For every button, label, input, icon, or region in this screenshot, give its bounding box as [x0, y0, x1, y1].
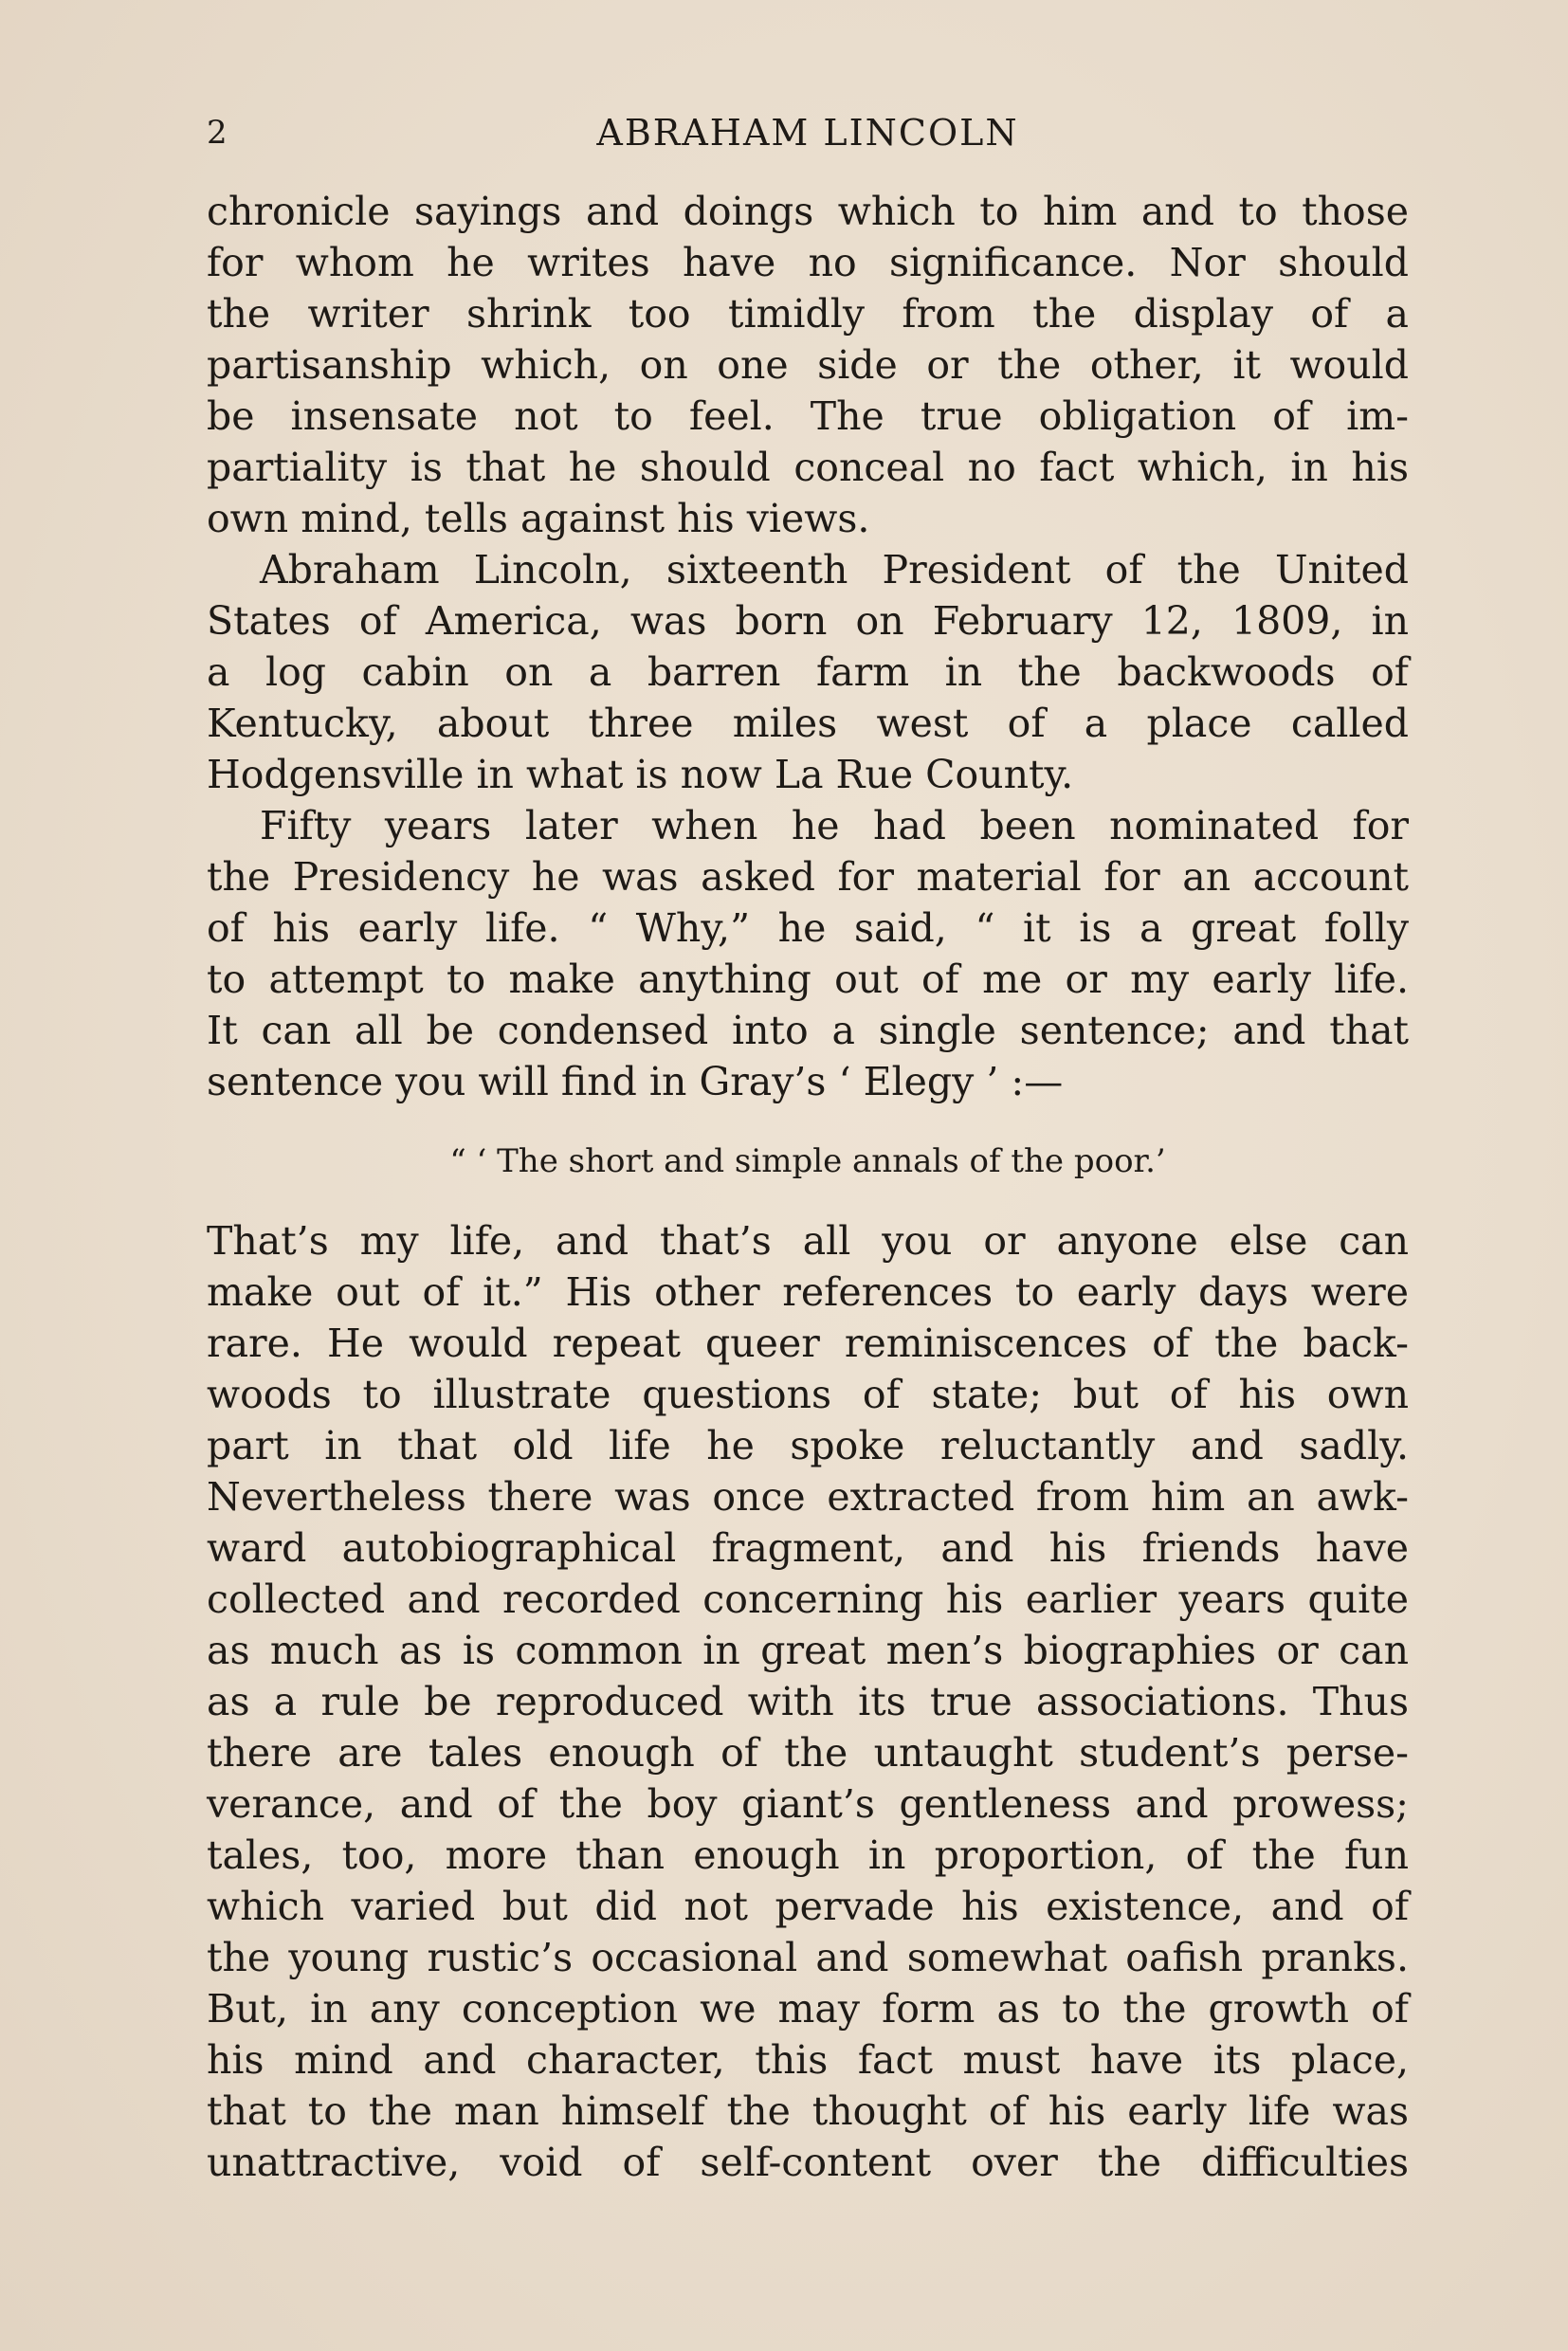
text-line: States of America, was born on February 12, 1809, in [207, 598, 1409, 644]
text-line: partisanship which, on one side or the other, it would [207, 342, 1409, 388]
paragraph-4 [207, 1215, 1409, 2188]
text-line: Kentucky, about three miles west of a place called [207, 701, 1409, 746]
page-number: 2 [207, 114, 228, 152]
text-line: there are tales enough of the untaught student’s perse- [207, 1730, 1409, 1776]
page-header [207, 104, 1409, 161]
text-line: to attempt to make anything out of me or my early life. [207, 957, 1409, 1002]
paragraph-3 [207, 800, 1409, 1107]
text-line: a log cabin on a barren farm in the backwoods of [207, 649, 1409, 695]
text-line: be insensate not to feel. The true obligation of im- [207, 393, 1409, 439]
text-line: But, in any conception we may form as to the growth of [207, 1986, 1409, 2032]
text-line: unattractive, void of self-content over the difficulties [207, 2140, 1409, 2185]
block-quote: “ ‘ The short and simple annals of the poor.’ [449, 1142, 1166, 1180]
text-line: sentence you will find in Gray’s ‘ Elegy ’ :— [207, 1059, 1064, 1104]
text-line: of his early life. “ Why,” he said, “ it is a great folly [207, 905, 1409, 951]
paragraph-1 [207, 186, 1409, 544]
text-line: the Presidency he was asked for material for an account [207, 854, 1409, 900]
text-line: Nevertheless there was once extracted from him an awk- [207, 1474, 1409, 1520]
text-line: his mind and character, this fact must have its place, [207, 2037, 1409, 2083]
text-line: own mind, tells against his views. [207, 496, 870, 541]
text-line: rare. He would repeat queer reminiscences of the back- [207, 1321, 1409, 1366]
text-line: that to the man himself the thought of his early life was [207, 2088, 1409, 2134]
text-line: verance, and of the boy giant’s gentleness and prowess; [207, 1781, 1409, 1827]
text-line: the writer shrink too timidly from the display of a [207, 291, 1409, 337]
body-text [207, 186, 1409, 2188]
text-line: as a rule be reproduced with its true associations. Thus [207, 1679, 1409, 1724]
text-line: as much as is common in great men’s biographies or can [207, 1628, 1409, 1673]
text-line: chronicle sayings and doings which to him and to those [207, 189, 1409, 234]
text-line: the young rustic’s occasional and somewhat oafish pranks. [207, 1935, 1409, 1980]
text-line: collected and recorded concerning his earlier years quite [207, 1576, 1409, 1622]
text-line: ward autobiographical fragment, and his friends have [207, 1525, 1409, 1571]
running-title: ABRAHAM LINCOLN [596, 112, 1019, 154]
text-line: woods to illustrate questions of state; but of his own [207, 1372, 1409, 1417]
text-line: which varied but did not pervade his existence, and of [207, 1884, 1409, 1929]
paragraph-2 [207, 544, 1409, 800]
text-line: Fifty years later when he had been nominated for [260, 803, 1409, 848]
text-line: That’s my life, and that’s all you or anyone else can [207, 1218, 1409, 1264]
text-line: part in that old life he spoke reluctantly and sadly. [207, 1423, 1409, 1468]
text-line: Hodgensville in what is now La Rue County. [207, 752, 1074, 797]
text-line: It can all be condensed into a single sentence; and that [207, 1008, 1409, 1053]
text-line: Abraham Lincoln, sixteenth President of the United [260, 547, 1409, 592]
text-line: tales, too, more than enough in proportion, of the fun [207, 1832, 1409, 1878]
text-line: make out of it.” His other references to early days were [207, 1269, 1409, 1315]
text-line: partiality is that he should conceal no fact which, in his [207, 445, 1409, 490]
text-line: for whom he writes have no significance. Nor should [207, 240, 1409, 285]
